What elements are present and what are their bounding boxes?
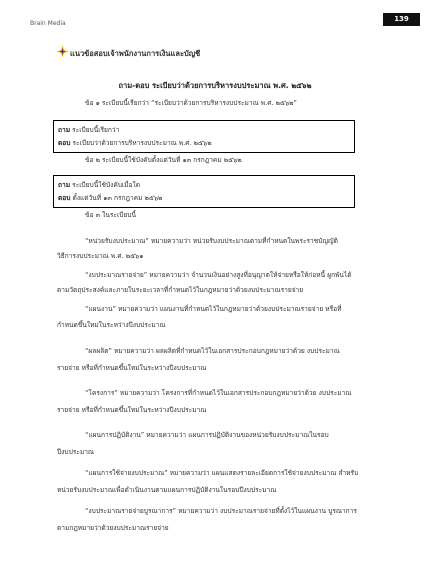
definition-3-line-1: “แผนงาน” หมายความว่า แผนงานที่กำหนดไว้ในกฎหมายว่าด้วยงบประมาณรายจ่าย หรือที่ <box>85 305 342 313</box>
definition-7-line-2: หน่วยรับงบประมาณเพื่อดำเนินงานตามแผนการปฏิบัติงานในรอบปีงบประมาณ <box>57 486 277 494</box>
answer-text: ตั้งแต่วันที่ ๑๓ กรกฎาคม ๒๕๖๒ <box>72 194 163 202</box>
page-number-badge: 139 <box>383 13 420 26</box>
definition-8-line-2: ตามกฎหมายว่าด้วยงบประมาณรายจ่าย <box>57 524 169 532</box>
answer-text: ระเบียบว่าด้วยการบริหารงบประมาณ พ.ศ. ๒๕๖๒ <box>72 139 212 147</box>
question-label: ถาม <box>58 126 71 134</box>
definition-6-line-2: ปีงบประมาณ <box>57 448 95 456</box>
definition-1-line-2: วิธีการงบประมาณ พ.ศ. ๒๕๖๑ <box>57 252 144 260</box>
definition-2-line-2: ตามวัตถุประสงค์และภายในระยะเวลาที่กำหนดไว้ในกฎหมายว่าด้วยงบประมาณรายจ่าย <box>57 286 304 294</box>
definition-4-line-2: รายจ่าย หรือที่กำหนดขึ้นใหม่ในระหว่างปีงบประมาณ <box>57 364 207 372</box>
question-text: ระเบียบนี้ใช้บังคับเมื่อใด <box>72 181 140 189</box>
definition-8-line-1: “งบประมาณรายจ่ายบูรณาการ” หมายความว่า งบประมาณรายจ่ายที่ตั้งไว้ในแผนงาน บูรณาการ <box>85 507 357 515</box>
clause-3: ข้อ ๓ ในระเบียบนี้ <box>85 211 136 219</box>
question-label: ถาม <box>58 181 71 189</box>
answer-label: ตอบ <box>58 194 71 202</box>
qa-1-question <box>58 124 119 135</box>
definition-5-line-1: “โครงการ” หมายความว่า โครงการที่กำหนดไว้ในเอกสารประกอบกฎหมายว่าด้วย งบประมาณ <box>85 389 352 397</box>
qa-2-answer <box>58 192 162 203</box>
definition-4-line-1: “ผลผลิต” หมายความว่า ผลผลิตที่กำหนดไว้ในเอกสารประกอบกฎหมายว่าด้วย งบประมาณ <box>85 347 340 355</box>
answer-label: ตอบ <box>58 139 71 147</box>
clause-2: ข้อ ๒ ระเบียบนี้ใช้บังคับตั้งแต่วันที่ ๑๓ กรกฎาคม ๒๕๖๒ <box>85 156 242 164</box>
star-icon <box>56 45 69 58</box>
definition-5-line-2: รายจ่าย หรือที่กำหนดขึ้นใหม่ในระหว่างปีงบประมาณ <box>57 406 207 414</box>
definition-2-line-1: “งบประมาณรายจ่าย” หมายความว่า จำนวนเงินอย่างสูงที่อนุญาตให้จ่ายหรือให้ก่อหนี้ ผูกพันได้ <box>85 271 352 279</box>
clause-1: ข้อ ๑ ระเบียบนี้เรียกว่า “ระเบียบว่าด้วยการบริหารงบประมาณ พ.ศ. ๒๕๖๒” <box>85 99 297 107</box>
definition-1-line-1: “หน่วยรับงบประมาณ” หมายความว่า หน่วยรับงบประมาณตามที่กำหนดในพระราชบัญญัติ <box>85 237 338 245</box>
definition-3-line-2: กำหนดขึ้นใหม่ในระหว่างปีงบประมาณ <box>57 321 166 329</box>
definition-7-line-1: “แผนการใช้จ่ายงบประมาณ” หมายความว่า แผนแสดงรายละเอียดการใช้จ่ายงบประมาณ สำหรับ <box>85 469 359 477</box>
definition-6-line-1: “แผนการปฏิบัติงาน” หมายความว่า แผนการปฏิบัติงานของหน่วยรับงบประมาณในรอบ <box>85 431 329 439</box>
document-title: ถาม-ตอบ ระเบียบว่าด้วยการบริหารงบประมาณ พ.ศ. ๒๕๖๒ <box>118 81 312 90</box>
series-title: แนวข้อสอบเจ้าพนักงานการเงินและบัญชี <box>70 49 201 58</box>
qa-1-answer <box>58 137 212 148</box>
question-text: ระเบียบนี้เรียกว่า <box>72 126 120 134</box>
brand-label: Brain Media <box>30 20 66 27</box>
qa-2-question <box>58 179 140 190</box>
